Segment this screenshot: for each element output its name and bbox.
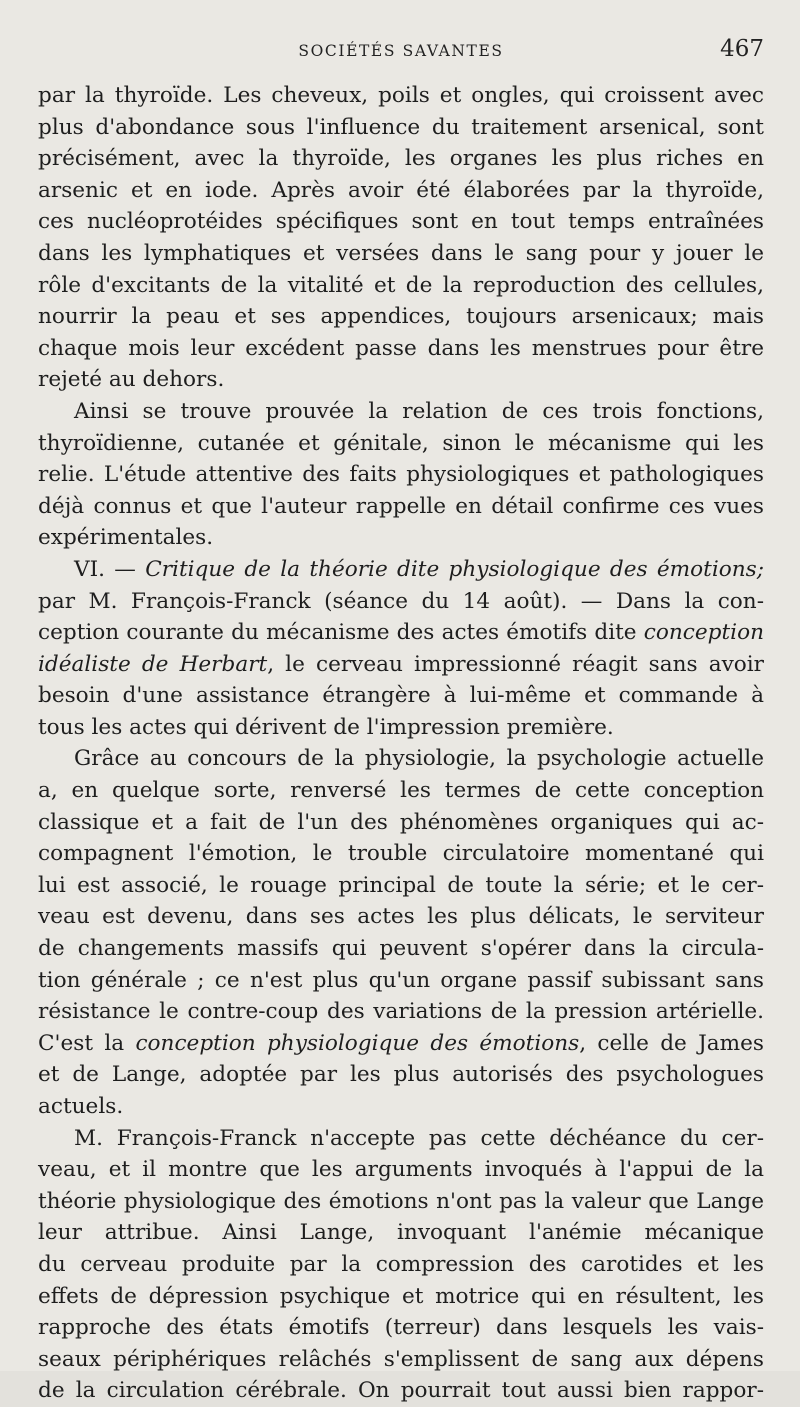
text-line: effets de dépression psychique et motrice qui en résultent, les	[38, 1283, 764, 1309]
text-line: déjà connus et que l'auteur rappelle en détail confirme ces vues	[38, 493, 764, 519]
text-line: a, en quelque sorte, renversé les termes de cette conception	[38, 778, 764, 804]
page-number: 467	[720, 36, 764, 62]
text-line: besoin d'une assistance étrangère à lui-même et commande à	[38, 683, 764, 709]
text-run: , celle de James	[579, 1030, 765, 1056]
text-line	[38, 649, 764, 681]
text-line: Ainsi se trouve prouvée la relation de ces trois fonctions,	[74, 398, 764, 424]
text-line: tion générale ; ce n'est plus qu'un organe passif subissant sans	[38, 967, 764, 993]
text-line: lui est associé, le rouage principal de toute la série; et le cer-	[38, 872, 764, 898]
running-head-title: SOCIÉTÉS SAVANTES	[298, 42, 504, 60]
text-line: arsenic et en iode. Après avoir été élaborées par la thyroïde,	[38, 177, 764, 203]
text-line: et de Lange, adoptée par les plus autorisés des psychologues	[38, 1062, 764, 1088]
text-run: VI. —	[74, 556, 146, 582]
italic-run: Critique de la théorie dite physiologique des émotions;	[145, 556, 764, 582]
italic-run: conception physiologique des émotions	[135, 1030, 580, 1056]
text-line: précisément, avec la thyroïde, les organes les plus riches en	[38, 146, 764, 172]
text-line: de la circulation cérébrale. On pourrait tout aussi bien rappor-	[38, 1378, 764, 1404]
text-line: du cerveau produite par la compression des carotides et les	[38, 1251, 764, 1277]
text-line: Grâce au concours de la physiologie, la psychologie actuelle	[74, 746, 764, 772]
text-line: par M. François-Franck (séance du 14 août). — Dans la con-	[38, 588, 764, 614]
text-line: théorie physiologique des émotions n'ont pas la valeur que Lange	[38, 1188, 764, 1214]
text-line: veau, et il montre que les arguments invoqués à l'appui de la	[38, 1157, 764, 1183]
text-run: C'est la	[38, 1030, 136, 1056]
text-line: par la thyroïde. Les cheveux, poils et ongles, qui croissent avec	[38, 83, 764, 108]
text-line: seaux périphériques relâchés s'emplissent de sang aux dépens	[38, 1346, 764, 1372]
text-run: ception courante du mécanisme des actes émotifs dite	[38, 620, 644, 646]
text-run: , le cerveau impressionné réagit sans avoir	[267, 651, 764, 677]
text-line: rejeté au dehors.	[38, 367, 225, 393]
text-line: résistance le contre-coup des variations de la pression artérielle.	[38, 999, 764, 1025]
text-line: nourrir la peau et ses appendices, toujours arsenicaux; mais	[38, 304, 764, 330]
text-line: dans les lymphatiques et versées dans le sang pour y jouer le	[38, 240, 764, 266]
text-line: tous les actes qui dérivent de l'impression première.	[38, 714, 614, 740]
text-line: rôle d'excitants de la vitalité et de la reproduction des cellules,	[38, 272, 764, 298]
text-line: thyroïdienne, cutanée et génitale, sinon le mécanisme qui les	[38, 430, 764, 456]
text-line: compagnent l'émotion, le trouble circulatoire momentané qui	[38, 841, 764, 867]
text-line: chaque mois leur excédent passe dans les menstrues pour être	[38, 335, 764, 361]
text-line: veau est devenu, dans ses actes les plus délicats, le serviteur	[38, 904, 764, 930]
text-line: classique et a fait de l'un des phénomènes organiques qui ac-	[38, 809, 764, 835]
text-line: de changements massifs qui peuvent s'opérer dans la circula-	[38, 936, 764, 962]
text-line: M. François-Franck n'accepte pas cette déchéance du cer-	[74, 1125, 764, 1151]
text-line: expérimentales.	[38, 525, 214, 551]
text-line: leur attribue. Ainsi Lange, invoquant l'anémie mécanique	[38, 1220, 764, 1246]
running-head	[38, 36, 764, 76]
italic-run: idéaliste de Herbart	[38, 651, 268, 677]
text-line	[38, 1028, 764, 1060]
text-line: rapproche des états émotifs (terreur) dans lesquels les vais-	[38, 1315, 764, 1341]
body-text	[38, 80, 764, 1407]
text-line	[38, 554, 764, 586]
italic-run: conception	[643, 620, 764, 646]
text-line: plus d'abondance sous l'influence du traitement arsenical, sont	[38, 114, 764, 140]
text-line: actuels.	[38, 1094, 124, 1119]
text-line	[38, 617, 764, 649]
text-line: ces nucléoprotéides spécifiques sont en tout temps entraînées	[38, 209, 764, 235]
text-line: relie. L'étude attentive des faits physiologiques et pathologiques	[38, 462, 764, 488]
